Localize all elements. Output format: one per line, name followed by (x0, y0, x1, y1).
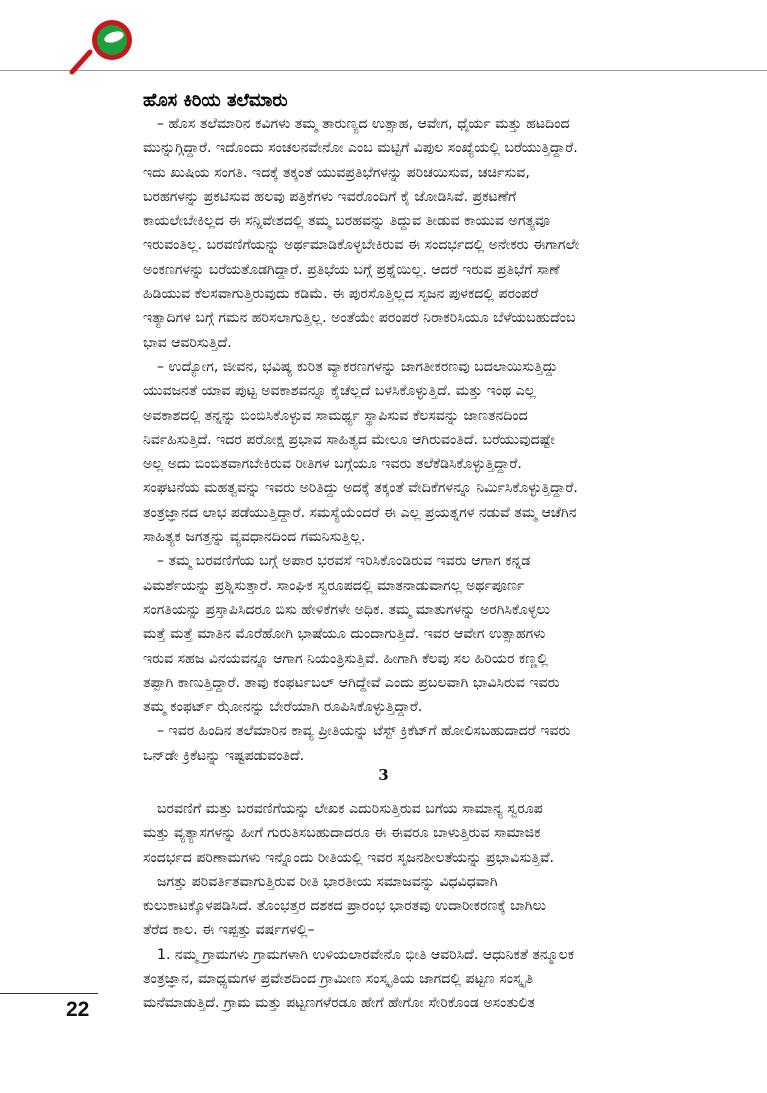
text-line: ಇತ್ಯಾದಿಗಳ ಬಗ್ಗೆ ಗಮನ ಹರಿಸಲಾಗುತ್ತಿಲ್ಲ. ಅಂತೆಯೇ ಪರಂಪರೆ ನಿರಾಕರಿಸಿಯೂ ಬೆಳೆಯಬಹುದೆಂಬ (143, 310, 576, 327)
text-line: ಅಲ್ಲ ಅದು ಬಿಂಬಿತವಾಗಬೇಕಿರುವ ರೀತಿಗಳ ಬಗ್ಗೆಯೂ ಇವರು ತಲೆಕೆಡಿಸಿಕೊಳ್ಳುತ್ತಿದ್ದಾರೆ. (143, 456, 522, 473)
text-line: ಇರುವಂತಿಲ್ಲ. ಬರವಣಿಗೆಯನ್ನು ಅರ್ಥಮಾಡಿಕೊಳ್ಳಬೇಕಿರುವ ಈ ಸಂದರ್ಭದಲ್ಲಿ ಅನೇಕರು ಈಗಾಗಲೇ (143, 237, 580, 254)
text-line: ಬರಹಗಳನ್ನು ಪ್ರಕಟಿಸುವ ಹಲವು ಪತ್ರಿಕೆಗಳು ಇವರೊಂದಿಗೆ ಕೈ ಜೋಡಿಸಿವೆ. ಪ್ರಕಟಣೆಗೆ (143, 188, 517, 205)
section-heading: ಹೊಸ ಕಿರಿಯ ತಲೆಮಾರು (143, 90, 288, 111)
text-line: – ತಮ್ಮ ಬರವಣಿಗೆಯ ಬಗ್ಗೆ ಅಪಾರ ಭರವಸೆ ಇರಿಸಿಕೊಂಡಿರುವ ಇವರು ಆಗಾಗ ಕನ್ನಡ (157, 553, 531, 570)
text-line: ಅವಕಾಶದಲ್ಲಿ ತನ್ನನ್ನು ಬಿಂಬಿಸಿಕೊಳ್ಳುವ ಸಾಮರ್ಥ್ಯ ಸ್ಥಾಪಿಸುವ ಕೆಲಸವನ್ನು ಜಾಣತನದಿಂದ (143, 407, 528, 424)
text-line: ಜಗತ್ತು ಪರಿವರ್ತಿತವಾಗುತ್ತಿರುವ ರೀತಿ ಭಾರತೀಯ ಸಮಾಜವನ್ನು ವಿಧವಿಧವಾಗಿ (157, 873, 498, 890)
text-line: ಸಂಗತಿಯನ್ನು ಪ್ರಸ್ತಾಪಿಸಿದರೂ ಬಿಸು ಹೇಳಿಕೆಗಳೇ ಅಧಿಕ. ತಮ್ಮ ಮಾತುಗಳನ್ನು ಅರಗಿಸಿಕೊಳ್ಳಲು (143, 601, 551, 618)
text-line: – ಇವರ ಹಿಂದಿನ ತಲೆಮಾರಿನ ಕಾವ್ಯ ಪ್ರೀತಿಯನ್ನು ಟೆಸ್ಟ್ ಕ್ರಿಕೆಟ್‌ಗೆ ಹೋಲಿಸಬಹುದಾದರೆ ಇವರು (157, 723, 571, 740)
page-number: 22 (66, 998, 90, 1021)
text-line: ಕಾಯಲೇಬೇಕಿಲ್ಲದ ಈ ಸನ್ನಿವೇಶದಲ್ಲಿ ತಮ್ಮ ಬರಹವನ್ನು ತಿದ್ದುವ ತೀಡುವ ಕಾಯುವ ಅಗತ್ಯವೂ (143, 213, 551, 230)
text-line: – ಉದ್ಯೋಗ, ಜೀವನ, ಭವಿಷ್ಯ ಕುರಿತ ವ್ಯಾಕರಣಗಳನ್ನು ಜಾಗತೀಕರಣವು ಬದಲಾಯಿಸುತ್ತಿದ್ದು (157, 358, 558, 375)
text-line: ತಪ್ಪಾಗಿ ಕಾಣುತ್ತಿದ್ದಾರೆ. ತಾವು ಕಂಫರ್ಟಬಲ್ ಆಗಿದ್ದೇವೆ ಎಂದು ಪ್ರಬಲವಾಗಿ ಭಾವಿಸಿರುವ ಇವರು (143, 674, 560, 691)
paragraph (143, 549, 711, 719)
text-line: ಅಂಕಣಗಳನ್ನು ಬರೆಯತೊಡಗಿದ್ದಾರೆ. ಪ್ರತಿಭೆಯ ಬಗ್ಗೆ ಪ್ರಶ್ನೆಯಿಲ್ಲ. ಆದರೆ ಇರುವ ಪ್ರತಿಭೆಗೆ ಸಾಣೆ (143, 261, 560, 278)
text-line: ಇರುವ ಸಹಜ ವಿನಯವನ್ನೂ ಆಗಾಗ ನಿಯಂತ್ರಿಸುತ್ತಿವೆ. ಹೀಗಾಗಿ ಕೆಲವು ಸಲ ಹಿರಿಯರ ಕಣ್ಣಲ್ಲಿ (143, 650, 548, 667)
body-text-block-1 (143, 112, 711, 768)
paragraph (143, 719, 711, 768)
paragraph (143, 870, 711, 943)
text-line: ಕುಲುಕಾಟಕ್ಕೊಳಪಡಿಸಿದೆ. ತೊಂಭತ್ತರ ದಶಕದ ಪ್ರಾರಂಭ ಭಾರತವು ಉದಾರೀಕರಣಕ್ಕೆ ಬಾಗಿಲು (143, 898, 547, 915)
footer-rule (0, 993, 98, 994)
paragraph (143, 112, 711, 355)
text-line: ಮನೆಮಾಡುತ್ತಿದೆ. ಗ್ರಾಮ ಮತ್ತು ಪಟ್ಟಣಗಳೆರಡೂ ಹೇಗೆ ಹೇಗೋ ಸೇರಿಕೊಂಡ ಅಸಂತುಲಿತ (143, 995, 535, 1012)
text-line: ಬರವಣಿಗೆ ಮತ್ತು ಬರವಣಿಗೆಯನ್ನು ಲೇಖಕ ಎದುರಿಸುತ್ತಿರುವ ಬಗೆಯ ಸಾಮಾನ್ಯ ಸ್ವರೂಪ (157, 801, 543, 817)
text-line: ಭಾವ ಆವರಿಸುತ್ತಿದೆ. (143, 334, 232, 351)
text-line: ತೆರೆದ ಕಾಲ. ಈ ಇಪ್ಪತ್ತು ವರ್ಷಗಳಲ್ಲಿ– (143, 922, 315, 939)
text-line: – ಹೊಸ ತಲೆಮಾರಿನ ಕವಿಗಳು ತಮ್ಮ ತಾರುಣ್ಯದ ಉತ್ಸಾಹ, ಆವೇಗ, ಧೈರ್ಯ ಮತ್ತು ಹಟದಿಂದ (157, 116, 570, 132)
text-line: ತಮ್ಮ ಕಂಫರ್ಟ್ ಝೋನನ್ನು ಬೇರೆಯಾಗಿ ರೂಪಿಸಿಕೊಳ್ಳುತ್ತಿದ್ದಾರೆ. (143, 699, 423, 716)
paragraph (143, 797, 711, 870)
text-line: ಸಂಘಟನೆಯ ಮಹತ್ವವನ್ನು ಇವರು ಅರಿತಿದ್ದು ಅದಕ್ಕೆ ತಕ್ಕಂತೆ ವೇದಿಕೆಗಳನ್ನೂ ನಿರ್ಮಿಸಿಕೊಳ್ಳುತ್ತಿದ್ದಾರೆ. (143, 480, 578, 497)
text-line: ಮತ್ತೆ ಮತ್ತೆ ಮಾತಿನ ಮೊರೆಹೋಗಿ ಭಾಷೆಯೂ ದುಂದಾಗುತ್ತಿದೆ. ಇವರ ಆವೇಗ ಉತ್ಸಾಹಗಳು (143, 626, 546, 643)
text-line: ಸಾಹಿತ್ಯಕ ಜಗತ್ತನ್ನು ವ್ಯವಧಾನದಿಂದ ಗಮನಿಸುತ್ತಿಲ್ಲ. (143, 529, 366, 546)
text-line: ಹಿಡಿಯುವ ಕೆಲಸವಾಗುತ್ತಿರುವುದು ಕಡಿಮೆ. ಈ ಪುರಸೊತ್ತಿಲ್ಲದ ಸೃಜನ ಪುಳಕದಲ್ಲಿ ಪರಂಪರೆ (143, 286, 539, 303)
text-line: ಸಂದರ್ಭದ ಪರಿಣಾಮಗಳು ಇನ್ನೊಂದು ರೀತಿಯಲ್ಲಿ ಇವರ ಸೃಜನಶೀಲತೆಯನ್ನು ಪ್ರಭಾವಿಸುತ್ತಿವೆ. (143, 849, 555, 866)
section-number: 3 (378, 766, 389, 784)
text-line: ವಿಮರ್ಶೆಯನ್ನು ಪ್ರಶ್ನಿಸುತ್ತಾರೆ. ಸಾಂಘಿಕ ಸ್ವರೂಪದಲ್ಲಿ ಮಾತನಾಡುವಾಗಲ್ಲ ಅರ್ಥಪೂರ್ಣ (143, 577, 525, 594)
text-line: 1. ನಮ್ಮ ಗ್ರಾಮಗಳು ಗ್ರಾಮಗಳಾಗಿ ಉಳಿಯಲಾರವೇನೊ ಭೀತಿ ಆವರಿಸಿದೆ. ಆಧುನಿಕತೆ ತನ್ಮೂಲಕ (157, 946, 575, 963)
text-line: ತಂತ್ರಜ್ಞಾನ, ಮಾಧ್ಯಮಗಳ ಪ್ರವೇಶದಿಂದ ಗ್ರಾಮೀಣ ಸಂಸ್ಕೃತಿಯ ಜಾಗದಲ್ಲಿ ಪಟ್ಟಣ ಸಂಸ್ಕೃತಿ (143, 971, 534, 988)
text-line: ಮುನ್ನುಗ್ಗಿದ್ದಾರೆ. ಇದೊಂದು ಸಂಚಲನವೇನೋ ಎಂಬ ಮಟ್ಟಿಗೆ ವಿಪುಲ ಸಂಖ್ಯೆಯಲ್ಲಿ ಬರೆಯುತ್ತಿದ್ದಾರೆ. (143, 140, 578, 157)
paragraph (143, 355, 711, 549)
text-line: ಯುವಜನತೆ ಯಾವ ಪುಟ್ಟ ಅವಕಾಶವನ್ನೂ ಕೈಚೆಲ್ಲದೆ ಬಳಸಿಕೊಳ್ಳುತ್ತಿದೆ. ಮತ್ತು ಇಂಥ ಎಲ್ಲ (143, 383, 536, 400)
text-line: ಮತ್ತು ವ್ಯತ್ಯಾಸಗಳನ್ನು ಹೀಗೆ ಗುರುತಿಸಬಹುದಾದರೂ ಈ ಈವರೂ ಬಾಳುತ್ತಿರುವ ಸಾಮಾಜಿಕ (143, 825, 541, 842)
paragraph (143, 943, 711, 1016)
text-line: ತಂತ್ರಜ್ಞಾನದ ಲಾಭ ಪಡೆಯುತ್ತಿದ್ದಾರೆ. ಸಮಸ್ಯೆಯೆಂದರೆ ಈ ಎಲ್ಲ ಪ್ರಯತ್ನಗಳ ನಡುವೆ ತಮ್ಮ ಆಚೆಗಿನ (143, 504, 577, 521)
magnifier-logo-icon (68, 18, 142, 76)
text-line: ನಿರ್ವಹಿಸುತ್ತಿದೆ. ಇದರ ಪರೋಕ್ಷ ಪ್ರಭಾವ ಸಾಹಿತ್ಯದ ಮೇಲೂ ಆಗಿರುವಂತಿದೆ. ಬರೆಯುವುದಷ್ಟೇ (143, 431, 555, 448)
text-line: ಒನ್‌ಡೇ ಕ್ರಿಕೆಟನ್ನು ಇಷ್ಟಪಡುವಂತಿದೆ. (143, 747, 305, 764)
body-text-block-2 (143, 797, 711, 1016)
text-line: ಇದು ಖುಷಿಯ ಸಂಗತಿ. ಇದಕ್ಕೆ ತಕ್ಕಂತೆ ಯುವಪ್ರತಿಭೆಗಳನ್ನು ಪರಿಚಯಿಸುವ, ಚರ್ಚಿಸುವ, (143, 164, 530, 181)
